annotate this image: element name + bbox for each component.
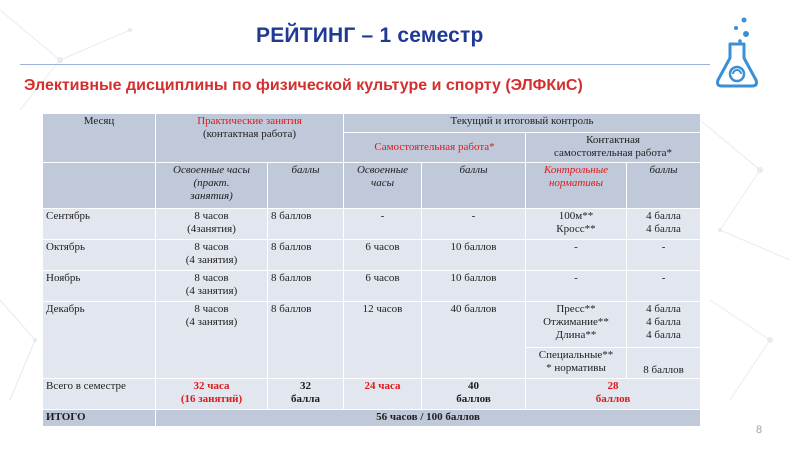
- header-mastered-hours-practical: Освоенные часы (практ. занятия): [156, 163, 268, 209]
- row-hours: 8 часов (4занятия): [156, 209, 268, 240]
- total-label: Всего в семестре: [43, 379, 156, 410]
- total-points: 32 балла: [268, 379, 344, 410]
- page-subtitle: Элективные дисциплины по физической культуре и спорту (ЭЛФКиС): [24, 77, 583, 94]
- page-title: РЕЙТИНГ – 1 семестр: [256, 24, 484, 47]
- row-norms: 100м** Кросс**: [526, 209, 627, 240]
- header-independent: Самостоятельная работа*: [344, 133, 526, 163]
- row-norm-points: 4 балла 4 балла 4 балла: [627, 302, 701, 348]
- header-month-spacer: [43, 163, 156, 209]
- total-ind-points: 40 баллов: [422, 379, 526, 410]
- total-hours: 32 часа (16 занятий): [156, 379, 268, 410]
- row-norm-points: 4 балла 4 балла: [627, 209, 701, 240]
- rating-table: [42, 113, 701, 427]
- table-row-final: [43, 410, 701, 427]
- header-month: Месяц: [43, 114, 156, 163]
- header-contact-independent: Контактная самостоятельная работа*: [526, 133, 701, 163]
- row-points: 8 баллов: [268, 302, 344, 379]
- table-row: [43, 209, 701, 240]
- row-special-points: 8 баллов: [627, 348, 701, 379]
- row-points: 8 баллов: [268, 240, 344, 271]
- row-norm-points: -: [627, 271, 701, 302]
- table-row: [43, 240, 701, 271]
- total-control-points: 28 баллов: [526, 379, 701, 410]
- row-ind-hours: 12 часов: [344, 302, 422, 379]
- row-ind-hours: 6 часов: [344, 271, 422, 302]
- header-control: Текущий и итоговый контроль: [344, 114, 701, 133]
- header-practical: Практические занятия (контактная работа): [156, 114, 344, 163]
- header-mastered-hours: Освоенные часы: [344, 163, 422, 209]
- header-control-norms: Контрольные нормативы: [526, 163, 627, 209]
- row-month: Сентябрь: [43, 209, 156, 240]
- row-month: Октябрь: [43, 240, 156, 271]
- table-row-total: [43, 379, 701, 410]
- row-norms: -: [526, 271, 627, 302]
- final-label: ИТОГО: [43, 410, 156, 427]
- row-ind-hours: 6 часов: [344, 240, 422, 271]
- table-row: [43, 271, 701, 302]
- row-points: 8 баллов: [268, 209, 344, 240]
- row-special-norms: Специальные** * нормативы: [526, 348, 627, 379]
- page-number: 8: [756, 424, 763, 436]
- row-ind-hours: -: [344, 209, 422, 240]
- row-month: Декабрь: [43, 302, 156, 379]
- row-norm-points: -: [627, 240, 701, 271]
- row-ind-points: 10 баллов: [422, 271, 526, 302]
- title-divider: [20, 64, 710, 65]
- flask-logo-icon: [706, 14, 768, 94]
- header-points-independent: баллы: [422, 163, 526, 209]
- row-ind-points: 10 баллов: [422, 240, 526, 271]
- header-points-norms: баллы: [627, 163, 701, 209]
- row-hours: 8 часов (4 занятия): [156, 271, 268, 302]
- row-norms: -: [526, 240, 627, 271]
- row-month: Ноябрь: [43, 271, 156, 302]
- final-value: 56 часов / 100 баллов: [156, 410, 701, 427]
- row-points: 8 баллов: [268, 271, 344, 302]
- row-ind-points: -: [422, 209, 526, 240]
- row-hours: 8 часов (4 занятия): [156, 240, 268, 271]
- header-points-practical: баллы: [268, 163, 344, 209]
- row-hours: 8 часов (4 занятия): [156, 302, 268, 379]
- row-ind-points: 40 баллов: [422, 302, 526, 379]
- table-row: [43, 302, 701, 348]
- row-norms: Пресс** Отжимание** Длина**: [526, 302, 627, 348]
- total-ind-hours: 24 часа: [344, 379, 422, 410]
